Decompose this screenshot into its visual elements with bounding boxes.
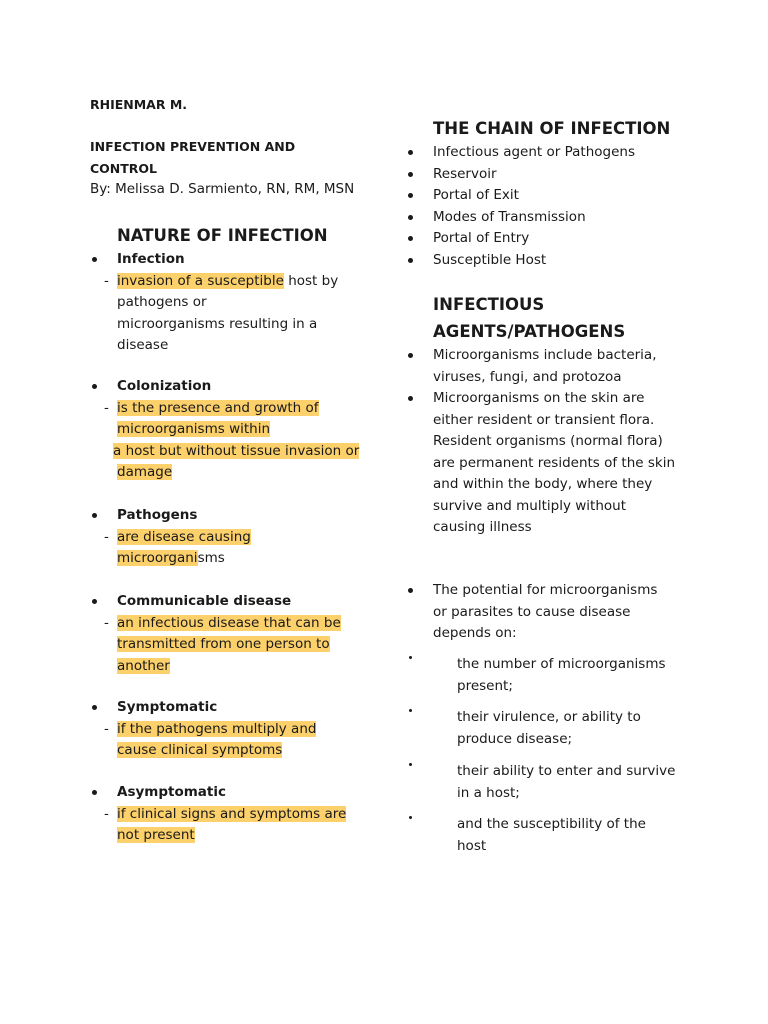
small-bullet-icon xyxy=(409,816,412,819)
highlighted-text: is the presence and growth of xyxy=(117,399,319,416)
bullet-icon xyxy=(408,588,413,593)
definition-line xyxy=(117,335,168,357)
factor-4: and the susceptibility of the host xyxy=(457,816,646,854)
chain-item: Portal of Exit xyxy=(433,187,519,204)
definition-line xyxy=(117,527,251,549)
small-bullet-icon xyxy=(409,656,412,659)
highlighted-text: a host but without tissue invasion or xyxy=(113,442,360,459)
author-name: RHIENMAR M. xyxy=(90,97,188,112)
small-bullet-icon xyxy=(409,763,412,766)
bullet-icon xyxy=(408,236,413,241)
chain-item: Modes of Transmission xyxy=(433,208,586,225)
chain-item: Infectious agent or Pathogens xyxy=(433,144,635,160)
chain-item: Susceptible Host xyxy=(433,252,547,268)
definition-line xyxy=(117,462,172,484)
definition-line xyxy=(117,740,282,762)
nature-term: Pathogens xyxy=(117,507,198,523)
plain-text: disease xyxy=(117,337,169,353)
factor-2: their virulence, or ability to produce disease; xyxy=(457,709,641,747)
plain-text: sms xyxy=(197,550,225,566)
small-bullet-icon xyxy=(409,709,412,712)
plain-text: pathogens or xyxy=(117,294,207,310)
chain-heading: THE CHAIN OF INFECTION xyxy=(433,119,671,138)
bullet-icon xyxy=(92,705,97,710)
bullet-icon xyxy=(408,172,413,177)
nature-term: Asymptomatic xyxy=(117,784,227,800)
byline: By: Melissa D. Sarmiento, RN, RM, MSN xyxy=(90,181,355,197)
dash-marker: - xyxy=(104,720,109,737)
doc-title-line-2: CONTROL xyxy=(90,161,158,176)
nature-heading: NATURE OF INFECTION xyxy=(117,226,328,245)
highlighted-text: damage xyxy=(117,464,173,480)
potential-text: The potential for microorganisms or parasites to cause disease depends on: xyxy=(433,582,658,641)
bullet-icon xyxy=(408,353,413,358)
dash-marker: - xyxy=(104,272,109,289)
highlighted-text: an infectious disease that can be xyxy=(117,614,341,631)
factor-1: the number of microorganisms present; xyxy=(457,656,666,694)
bullet-icon xyxy=(92,599,97,604)
nature-term: Communicable disease xyxy=(117,593,292,609)
highlighted-text: transmitted from one person to xyxy=(117,636,330,652)
definition-line xyxy=(117,271,338,293)
highlighted-text: if clinical signs and symptoms are xyxy=(117,805,347,822)
highlighted-text: not present xyxy=(117,827,195,843)
definition-line xyxy=(117,398,319,420)
highlighted-text: are disease causing xyxy=(117,528,251,545)
dash-marker: - xyxy=(104,805,109,822)
bullet-icon xyxy=(408,396,413,401)
definition-line xyxy=(117,804,346,826)
definition-line xyxy=(117,656,170,678)
definition-line xyxy=(117,548,225,570)
nature-term: Infection xyxy=(117,251,185,267)
highlighted-text: cause clinical symptoms xyxy=(117,742,283,758)
bullet-icon xyxy=(92,790,97,795)
bullet-icon xyxy=(408,215,413,220)
doc-title-line-1: INFECTION PREVENTION AND xyxy=(90,139,296,154)
plain-text: microorganisms resulting in a xyxy=(117,315,318,332)
plain-text: host by xyxy=(283,272,339,289)
bullet-icon xyxy=(408,258,413,263)
definition-line xyxy=(117,719,316,741)
bullet-icon xyxy=(92,257,97,262)
highlighted-text: another xyxy=(117,657,170,674)
bullet-icon xyxy=(408,193,413,198)
highlighted-text: microorgani xyxy=(117,550,198,566)
bullet-icon xyxy=(92,384,97,389)
dash-marker: - xyxy=(104,528,109,545)
highlighted-text: invasion of a susceptible xyxy=(117,272,284,289)
agents-bullet-2: Microorganisms on the skin are either resident or transient flora. Resident organisms (normal flora) are permanent residents of the skin and within the body, where they survive and multiply without causing illness xyxy=(433,390,676,535)
chain-item: Portal of Entry xyxy=(433,230,530,247)
highlighted-text: microorganisms within xyxy=(117,421,271,437)
definition-line xyxy=(117,419,270,441)
chain-item: Reservoir xyxy=(433,165,497,182)
definition-line xyxy=(113,441,359,463)
definition-line xyxy=(117,613,341,635)
nature-term: Symptomatic xyxy=(117,699,218,715)
highlighted-text: if the pathogens multiply and xyxy=(117,720,317,737)
definition-line xyxy=(117,314,317,336)
dash-marker: - xyxy=(104,614,109,631)
factor-3: their ability to enter and survive in a host; xyxy=(457,763,676,801)
definition-line xyxy=(117,825,195,847)
agents-heading-line-1: INFECTIOUS xyxy=(433,295,545,314)
nature-term: Colonization xyxy=(117,378,212,394)
definition-line xyxy=(117,292,207,314)
agents-heading-line-2: AGENTS/PATHOGENS xyxy=(433,322,626,341)
bullet-icon xyxy=(408,150,413,155)
dash-marker: - xyxy=(104,399,109,416)
bullet-icon xyxy=(92,513,97,518)
agents-bullet-1: Microorganisms include bacteria, viruses, fungi, and protozoa xyxy=(433,347,657,385)
definition-line xyxy=(117,634,330,656)
